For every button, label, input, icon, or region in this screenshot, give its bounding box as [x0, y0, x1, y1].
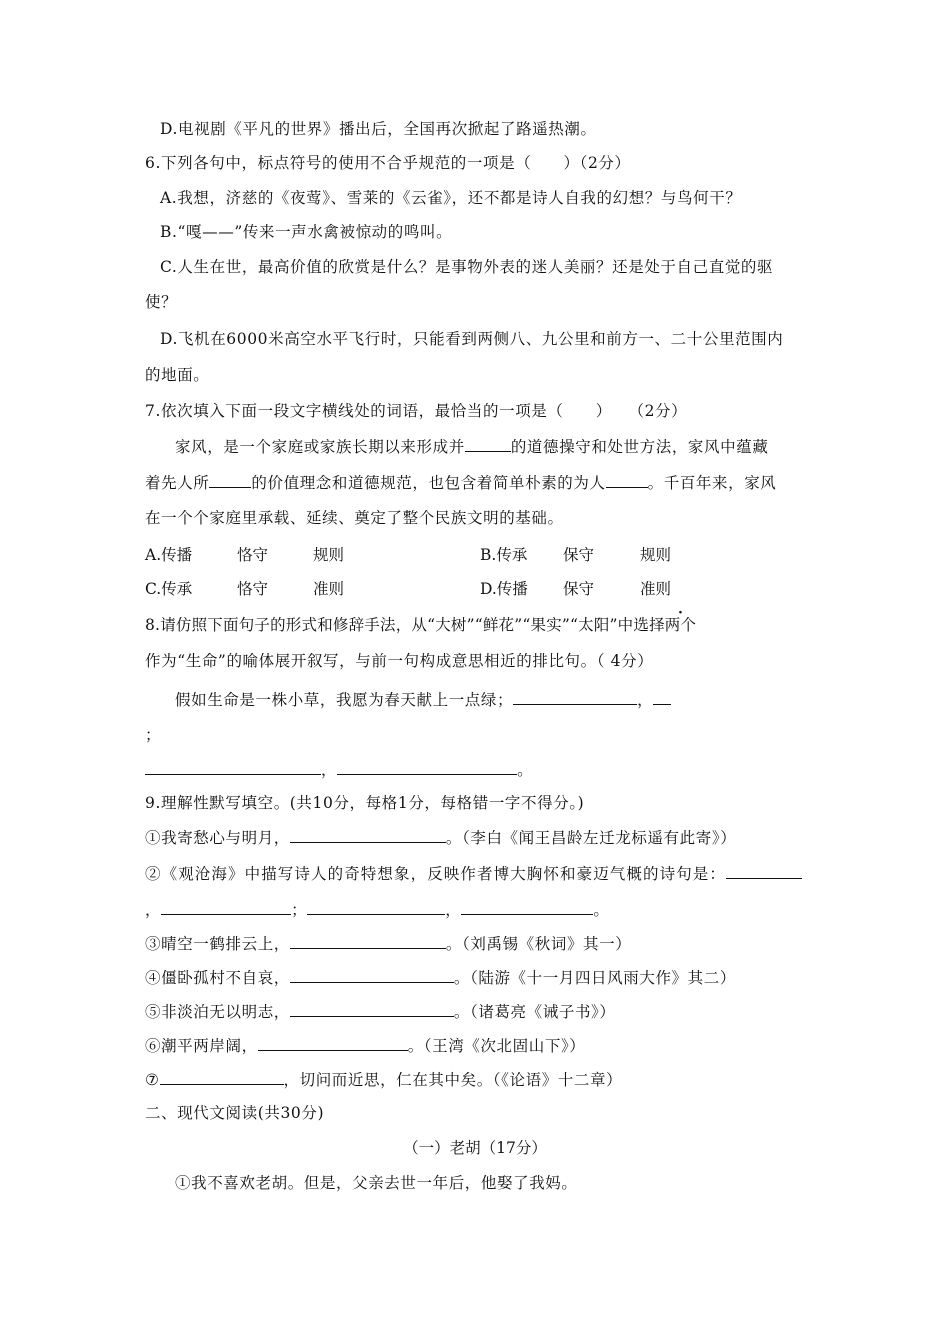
fill-blank[interactable] — [209, 471, 251, 488]
answer-blank[interactable] — [726, 862, 802, 879]
q7-option-a-1: A.传播 — [145, 546, 193, 564]
q7-option-c-2: 恪守 — [237, 580, 269, 598]
answer-blank[interactable] — [290, 1000, 454, 1017]
q6-stem: 6.下列各句中，标点符号的使用不合乎规范的一项是（ ）（2分） — [145, 154, 631, 172]
q6-option-c: C.人生在世，最高价值的欣赏是什么？是事物外表的迷人美丽？还是处于自己直觉的驱 — [160, 258, 774, 276]
answer-blank[interactable] — [461, 898, 593, 915]
q9-item-4: ④僵卧孤村不自哀， 。（陆游《十一月四日风雨大作》其二） — [145, 966, 736, 989]
article-title: （一）老胡（17分） — [403, 1139, 547, 1157]
q7-option-c-1: C.传承 — [145, 580, 193, 598]
q9-item-7: ⑦ ，切问而近思，仁在其中矣。（《论语》十二章） — [145, 1068, 622, 1091]
article-paragraph-1: ①我不喜欢老胡。但是，父亲去世一年后，他娶了我妈。 — [175, 1174, 578, 1192]
q7-passage-line2: 着先人所 的价值理念和道德规范，也包含着简单朴素的为人 。千百年来，家风 — [145, 471, 776, 494]
answer-blank[interactable] — [513, 688, 637, 705]
q8-example-line: 假如生命是一株小草，我愿为春天献上一点绿； ， — [175, 688, 671, 711]
q6-option-d: D.飞机在6000米高空水平飞行时，只能看到两侧八、九公里和前方一、二十公里范围内 — [160, 330, 784, 348]
q6-option-b: B.“嘎——”传来一声水禽被惊动的鸣叫。 — [160, 223, 453, 241]
q9-item-3: ③晴空一鹤排云上， 。（刘禹锡《秋词》其一） — [145, 932, 631, 955]
answer-blank[interactable] — [145, 758, 321, 775]
answer-blank[interactable] — [337, 758, 517, 775]
q8-stem-line1: 8.请仿照下面句子的形式和修辞手法，从“大树”“鲜花”“果实”“太阳”中选择两个 — [145, 616, 697, 634]
q7-option-a-3: 规则 — [313, 546, 345, 564]
q7-option-b-1: B.传承 — [480, 546, 528, 564]
q5-option-d: D.电视剧《平凡的世界》播出后，全国再次掀起了路遥热潮。 — [160, 120, 597, 138]
emphasized-word: 两个 — [664, 616, 697, 634]
q7-option-c-3: 准则 — [313, 580, 345, 598]
answer-blank[interactable] — [290, 932, 446, 949]
q7-passage-line3: 在一个个家庭里承载、延续、奠定了整个民族文明的基础。 — [145, 509, 564, 527]
q7-option-d-1: D.传播 — [480, 580, 528, 598]
q9-item-2: ②《观沧海》中描写诗人的奇特想象，反映作者博大胸怀和豪迈气概的诗句是： — [145, 862, 802, 885]
fill-blank[interactable] — [465, 435, 511, 452]
answer-blank[interactable] — [290, 966, 454, 983]
q6-option-c-cont: 使？ — [145, 293, 178, 311]
q6-option-a: A.我想，济慈的《夜莺》、雪莱的《云雀》，还不都是诗人自我的幻想？与鸟何干？ — [160, 189, 742, 207]
q8-semicolon: ； — [145, 726, 162, 744]
q8-answer-line: ， 。 — [145, 758, 533, 781]
q9-item-1: ①我寄愁心与明月， 。（李白《闻王昌龄左迁龙标遥有此寄》） — [145, 826, 736, 849]
q9-item-6: ⑥潮平两岸阔， 。（王湾《次北固山下》） — [145, 1034, 585, 1057]
answer-blank[interactable] — [290, 826, 446, 843]
answer-blank[interactable] — [161, 898, 291, 915]
q9-item-2-cont: ， ； ， 。 — [145, 898, 609, 921]
q7-option-b-2: 保守 — [563, 546, 595, 564]
fill-blank[interactable] — [606, 471, 648, 488]
q9-stem: 9.理解性默写填空。(共10分，每格1分，每格错一字不得分。) — [145, 794, 585, 812]
q7-option-d-3: 准则 — [640, 580, 672, 598]
q7-stem: 7.依次填入下面一段文字横线处的词语，最恰当的一项是（ ） （2分） — [145, 402, 688, 420]
answer-blank[interactable] — [160, 1068, 284, 1085]
q8-stem-line2: 作为“生命”的喻体展开叙写，与前一句构成意思相近的排比句。（ 4分） — [145, 652, 654, 670]
section-heading: 二、现代文阅读(共30分) — [145, 1104, 325, 1122]
answer-blank[interactable] — [653, 688, 671, 705]
q9-item-5: ⑤非淡泊无以明志， 。（诸葛亮《诫子书》） — [145, 1000, 616, 1023]
q7-passage-line1: 家风，是一个家庭或家族长期以来形成并 的道德操守和处世方法，家风中蕴藏 — [175, 435, 768, 458]
answer-blank[interactable] — [307, 898, 445, 915]
q6-option-d-cont: 的地面。 — [145, 366, 210, 384]
q7-option-a-2: 恪守 — [237, 546, 269, 564]
q7-option-b-3: 规则 — [640, 546, 672, 564]
answer-blank[interactable] — [258, 1034, 408, 1051]
q7-option-d-2: 保守 — [563, 580, 595, 598]
